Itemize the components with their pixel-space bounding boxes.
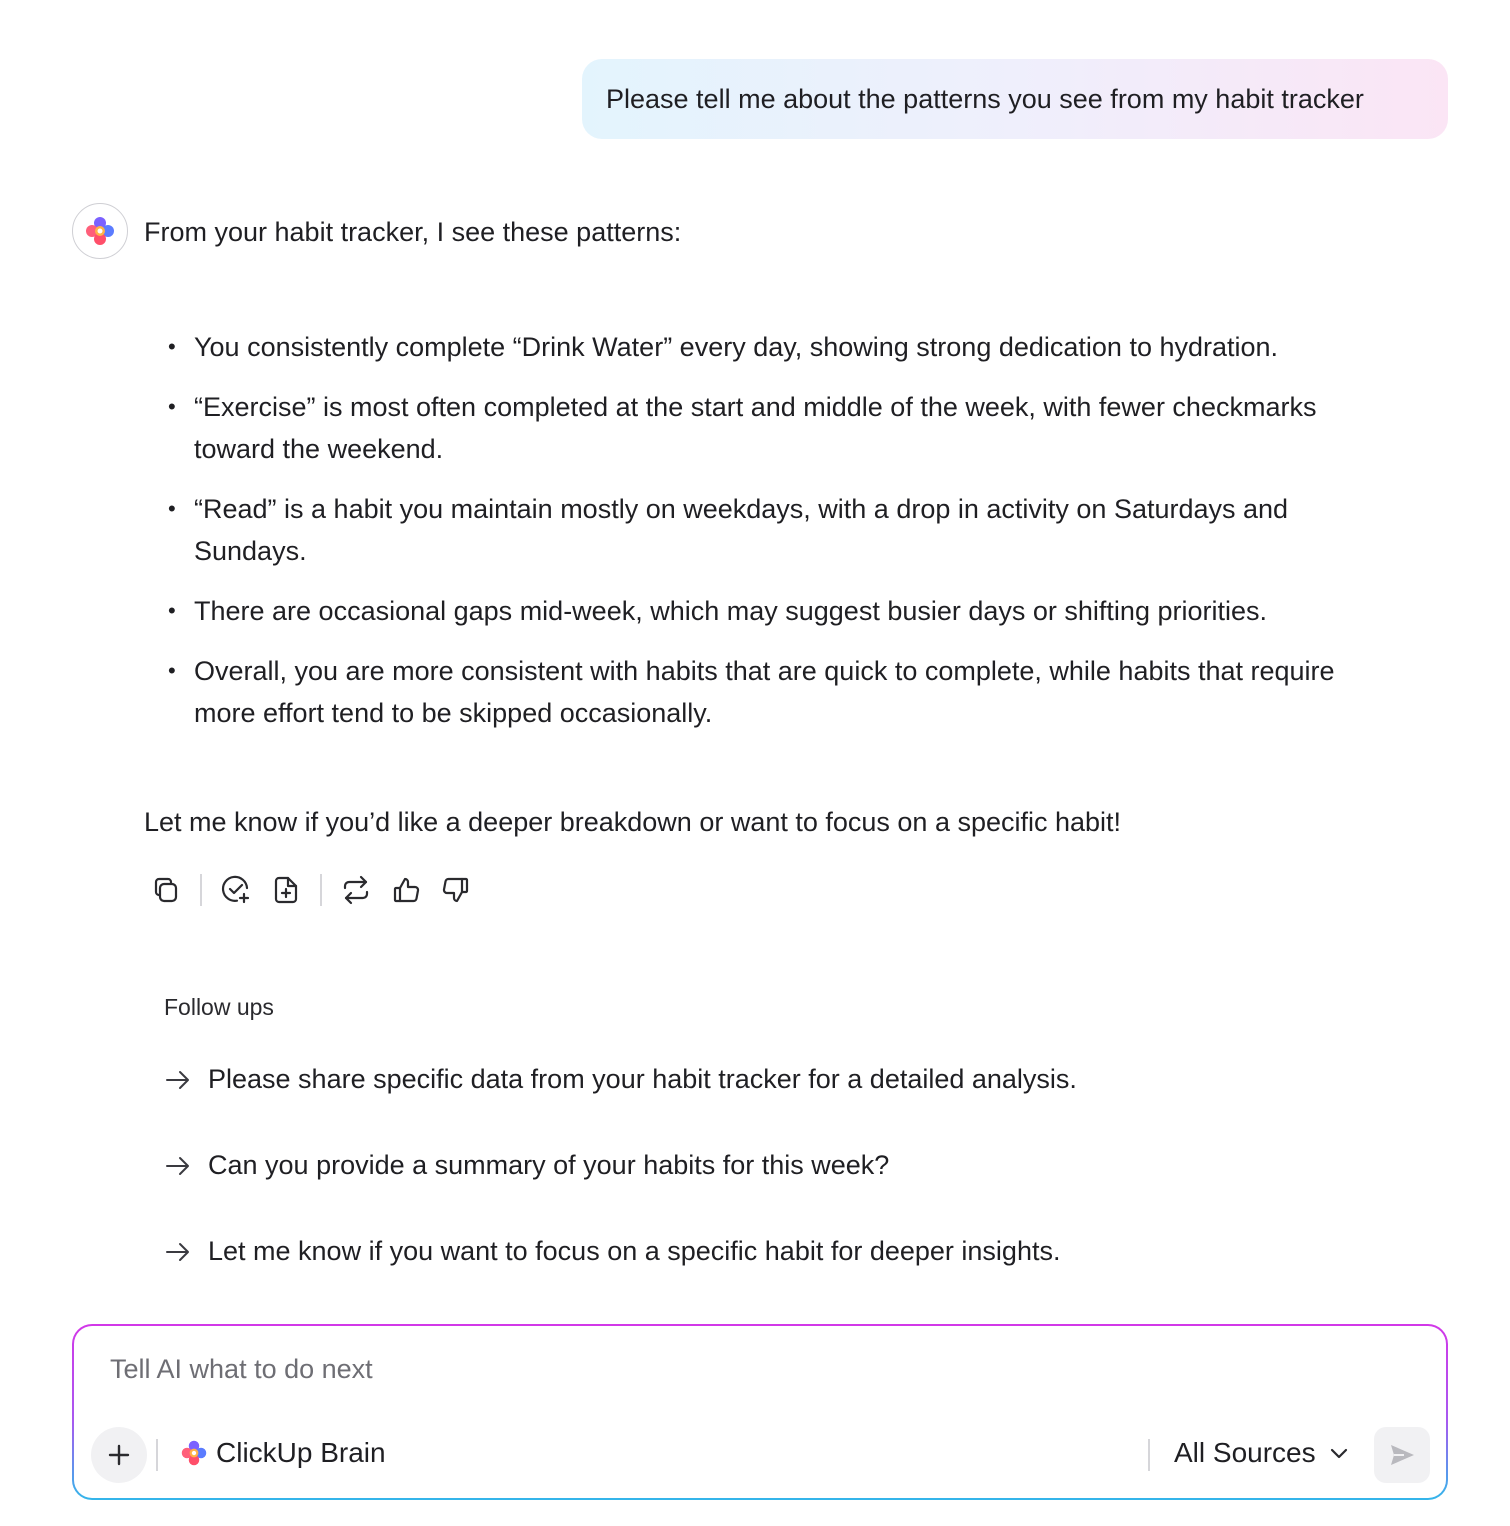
- assistant-intro: From your habit tracker, I see these patterns:: [144, 217, 682, 247]
- followup-item[interactable]: [164, 1236, 1060, 1267]
- create-task-button[interactable]: [214, 868, 258, 912]
- followup-item[interactable]: [164, 1064, 1077, 1095]
- thumbs-down-button[interactable]: [434, 868, 478, 912]
- create-doc-button[interactable]: [264, 868, 308, 912]
- send-icon: [1388, 1441, 1416, 1469]
- list-item: • You consistently complete “Drink Water” every day, showing strong dedication to hydration.: [168, 326, 1398, 368]
- assistant-closing: Let me know if you’d like a deeper breakdown or want to focus on a specific habit!: [144, 807, 1122, 837]
- clickup-brain-icon: [180, 1439, 208, 1467]
- divider: [156, 1439, 158, 1471]
- followup-item[interactable]: [164, 1150, 889, 1181]
- chevron-down-icon: [1328, 1442, 1350, 1464]
- plus-icon: [107, 1443, 131, 1467]
- create-doc-icon: [271, 875, 301, 905]
- copy-button[interactable]: [144, 868, 188, 912]
- followup-text: Can you provide a summary of your habits for this week?: [208, 1150, 890, 1180]
- divider: [200, 874, 202, 906]
- list-item: • “Exercise” is most often completed at the start and middle of the week, with fewer checkmarks toward the weekend.: [168, 386, 1398, 470]
- sources-dropdown[interactable]: [1174, 1437, 1350, 1469]
- arrow-right-icon: [164, 1238, 192, 1266]
- send-button[interactable]: [1374, 1427, 1430, 1483]
- divider: [320, 874, 322, 906]
- ai-composer: [72, 1324, 1448, 1500]
- thumbs-down-icon: [441, 875, 471, 905]
- arrow-right-icon: [164, 1152, 192, 1180]
- list-item: • “Read” is a habit you maintain mostly on weekdays, with a drop in activity on Saturdays and Sundays.: [168, 488, 1398, 572]
- add-attachment-button[interactable]: [91, 1427, 147, 1483]
- user-message-bubble: [582, 59, 1448, 139]
- model-selector[interactable]: [180, 1437, 386, 1469]
- message-actions-toolbar: [144, 868, 478, 912]
- sources-label: All Sources: [1174, 1437, 1316, 1468]
- followups-title: Follow ups: [164, 994, 274, 1020]
- prompt-input[interactable]: [110, 1354, 1310, 1385]
- followup-text: Please share specific data from your habit tracker for a detailed analysis.: [208, 1064, 1077, 1094]
- create-task-icon: [220, 874, 252, 906]
- followup-text: Let me know if you want to focus on a specific habit for deeper insights.: [208, 1236, 1061, 1266]
- regenerate-icon: [340, 874, 372, 906]
- regenerate-button[interactable]: [334, 868, 378, 912]
- arrow-right-icon: [164, 1066, 192, 1094]
- clickup-brain-icon: [84, 215, 116, 247]
- thumbs-up-button[interactable]: [384, 868, 428, 912]
- list-item: • Overall, you are more consistent with habits that are quick to complete, while habits that require more effort tend to be skipped occasionally.: [168, 650, 1398, 734]
- list-item: • There are occasional gaps mid-week, which may suggest busier days or shifting priorities.: [168, 590, 1398, 632]
- divider: [1148, 1439, 1150, 1471]
- copy-icon: [151, 875, 181, 905]
- model-label: ClickUp Brain: [216, 1437, 386, 1468]
- thumbs-up-icon: [391, 875, 421, 905]
- assistant-avatar: [72, 203, 128, 259]
- user-message-text: Please tell me about the patterns you see from my habit tracker: [606, 83, 1364, 114]
- pattern-list: [168, 326, 1398, 752]
